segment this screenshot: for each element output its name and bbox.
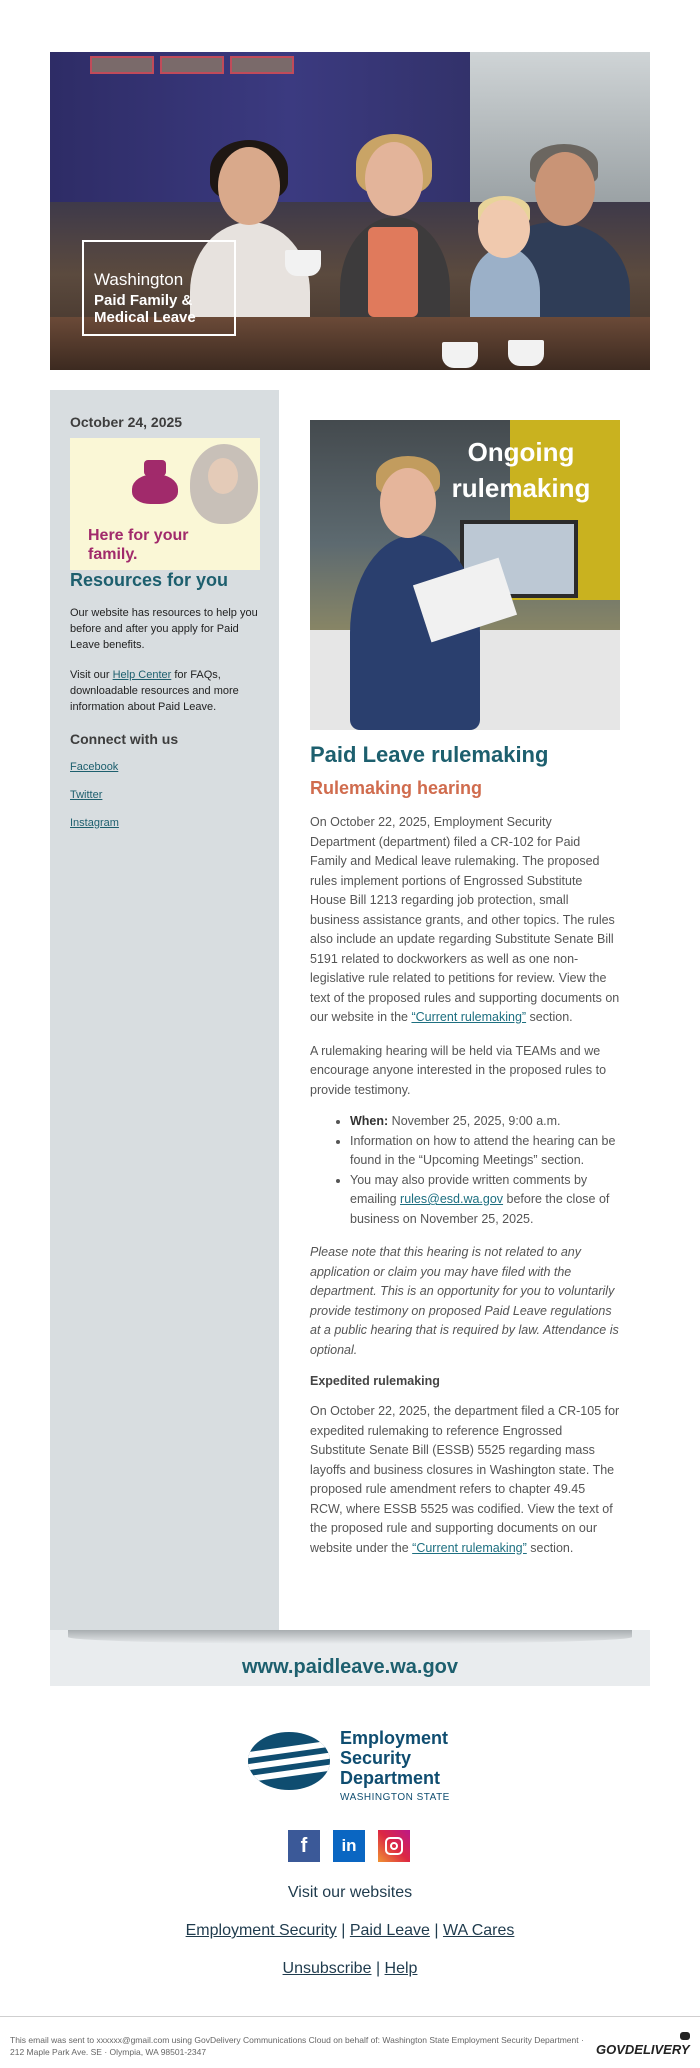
expedited-text: On October 22, 2025, the department filed a CR-105 for expedited rulemaking to reference Engrossed Substitute Senate Bill (ESSB) 5525 regarding mass layoffs and business closures in Washington state. The proposed rule amendment refers to chapter 49.45 RCW, where ESSB 5525 was codified. View the text of the proposed rule and supporting documents on our website under the [310, 1404, 620, 1555]
twitter-link[interactable]: Twitter [70, 789, 103, 801]
content-panel [50, 390, 650, 1630]
family-card-text: Here for your family. [88, 527, 189, 563]
rulemaking-banner: Ongoing rulemaking [451, 437, 591, 503]
rules-email-link[interactable]: rules@esd.wa.gov [400, 1192, 504, 1206]
speech-bubble-icon [680, 2032, 690, 2040]
logo-line-1: Washington [94, 270, 184, 289]
unsubscribe-row [0, 1960, 700, 1978]
help-link[interactable]: Help [384, 1960, 418, 1977]
esd-subtitle: WASHINGTON STATE [340, 1792, 450, 1803]
footer-note: This email was sent to xxxxxx@gmail.com using GovDelivery Communications Cloud on behalf of: Washington State Employment Security Department · 212 Maple Park Ave. SE · Olympia, WA 98501-2347 [10, 2035, 584, 2057]
current-rulemaking-link-2[interactable]: “Current rulemaking” [412, 1540, 527, 1555]
facebook-link[interactable]: Facebook [70, 761, 119, 773]
coffee-cup [442, 342, 478, 368]
footer-divider [0, 2016, 700, 2017]
wall-frame [90, 56, 154, 74]
esd-line-1: Employment [340, 1728, 449, 1748]
when-text: November 25, 2025, 9:00 a.m. [388, 1114, 561, 1128]
when-label: When: [350, 1114, 389, 1128]
hearing-invite: A rulemaking hearing will be held via TEAMs and we encourage anyone interested in the proposed rules to provide testimony. [310, 1043, 607, 1097]
esd-line-3: Department [340, 1768, 441, 1788]
person-shirt [368, 227, 418, 317]
footer-links [0, 1922, 700, 1940]
hearing-paragraph [310, 813, 620, 1028]
comments-text-end: before the close of business on November 25, 2025. [350, 1192, 610, 1226]
visit-websites: Visit our websites [287, 1884, 413, 1901]
expedited-paragraph [310, 1402, 620, 1558]
esd-logo [248, 1728, 456, 1808]
bar-shadow [68, 1630, 632, 1644]
resources-heading: Resources for you [70, 570, 229, 590]
resources-text: Our website has resources to help you before and after you apply for Paid Leave benefits. [70, 607, 258, 651]
family-card-image [70, 438, 260, 570]
website-bar [50, 1630, 650, 1686]
wall-frame [160, 56, 224, 74]
current-rulemaking-link[interactable]: “Current rulemaking” [411, 1010, 527, 1024]
facebook-icon[interactable]: f [288, 1830, 320, 1862]
separator: | [375, 1960, 381, 1977]
hero-image [50, 52, 650, 370]
main-column [279, 390, 650, 1630]
sidebar [50, 390, 279, 1630]
issue-date: October 24, 2025 [70, 414, 183, 430]
comments-text: You may also provide written comments by emailing [350, 1172, 588, 1206]
hearing-details [310, 1112, 620, 1229]
rulemaking-image [310, 420, 620, 730]
list-item: • Information on how to attend the hearing can be found in the “Upcoming Meetings” section. [350, 1132, 620, 1171]
main-title: Paid Leave rulemaking [310, 742, 549, 767]
child-head [478, 200, 530, 258]
help-center-suffix: for FAQs, downloadable resources and more information about Paid Leave. [70, 669, 239, 713]
paid-leave-logo [82, 240, 236, 336]
help-center-text [70, 667, 260, 715]
expedited-heading: Expedited rulemaking [310, 1374, 440, 1388]
paid-leave-link[interactable]: Paid Leave [349, 1922, 430, 1939]
esd-line-2: Security [340, 1748, 412, 1768]
linkedin-icon[interactable]: in [333, 1830, 365, 1862]
heart-photo-face [208, 458, 238, 494]
unsubscribe-link[interactable]: Unsubscribe [282, 1960, 372, 1977]
wall-frame [230, 56, 294, 74]
coffee-cup [508, 340, 544, 366]
coffee-cup [285, 250, 321, 276]
separator: | [341, 1922, 346, 1939]
expedited-text-end: section. [526, 1540, 574, 1555]
govdelivery-logo[interactable]: GOVDELIVERY [596, 2042, 690, 2057]
help-center-link[interactable]: Help Center [112, 669, 172, 681]
help-center-prefix: Visit our [70, 669, 113, 681]
esd-swoosh-icon [248, 1732, 330, 1790]
wa-cares-link[interactable]: WA Cares [442, 1922, 515, 1939]
woman-head [380, 468, 436, 538]
logo-line-2: Paid Family & Medical Leave [94, 292, 196, 326]
person-head [365, 142, 423, 216]
person-head [218, 147, 280, 225]
hearing-text-end: section. [526, 1010, 573, 1024]
instagram-link[interactable]: Instagram [70, 817, 119, 829]
hearing-note: Please note that this hearing is not related to any application or claim you may have filed with the department. This is an opportunity for you to voluntarily provide testimony on proposed Paid Leave regulations at a public hearing that is required by law. Attendance is optional. [310, 1245, 619, 1357]
vase-icon [132, 474, 178, 504]
connect-heading: Connect with us [70, 731, 179, 747]
esd-wordmark [340, 1728, 448, 1788]
employment-security-link[interactable]: Employment Security [185, 1922, 337, 1939]
list-item [350, 1112, 620, 1132]
separator: | [434, 1922, 439, 1939]
person-head [535, 152, 595, 226]
list-item [350, 1171, 620, 1230]
hearing-text: On October 22, 2025, Employment Security Department (department) filed a CR-102 for Paid Family and Medical leave rulemaking. The proposed rules implement portions of Engrossed Substitute House Bill 1213 regarding job protection, small business assistance grants, and other topics. The rules also include an update regarding Substitute Senate Bill 5191 related to dockworkers as well as one non-legislative rule related to petitions for review. View the text of the proposed rules and supporting documents on our website in the [310, 815, 620, 1024]
main-subtitle: Rulemaking hearing [310, 778, 483, 798]
website-url[interactable]: www.paidleave.wa.gov [242, 1656, 458, 1678]
instagram-icon[interactable] [378, 1830, 410, 1862]
social-icons [288, 1830, 412, 1862]
